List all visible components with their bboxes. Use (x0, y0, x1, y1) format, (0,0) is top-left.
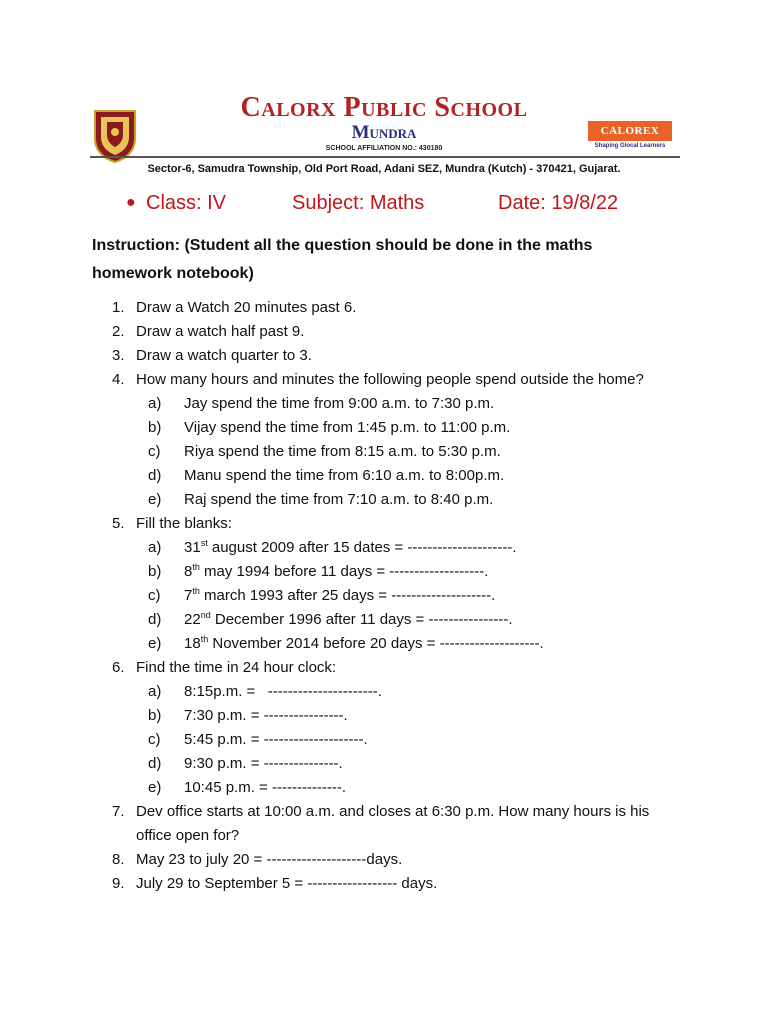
ordinal-suffix: nd (200, 610, 211, 620)
sub-item (148, 392, 672, 416)
question-text: Draw a watch quarter to 3. (136, 347, 312, 364)
school-location: Mundra (351, 122, 417, 143)
day-number: 8 (184, 563, 193, 580)
question-number: 9. (112, 875, 125, 892)
sub-item-label: e) (148, 491, 162, 508)
sub-item (148, 632, 672, 656)
sub-item-label: a) (148, 395, 162, 412)
day-number: 31 (184, 539, 201, 556)
class-info-line (126, 192, 686, 218)
question-number: 8. (112, 851, 125, 868)
day-number: 22 (184, 611, 201, 628)
sub-item-text (184, 536, 672, 560)
question-number: 5. (112, 515, 125, 532)
question-3 (112, 344, 672, 368)
question-8 (112, 848, 672, 872)
sub-item-label: c) (148, 587, 161, 604)
sub-item-text (184, 584, 672, 608)
question-number: 7. (112, 803, 125, 820)
subject-label: Subject: Maths (292, 192, 425, 214)
question-text: How many hours and minutes the following people spend outside the home? (136, 371, 644, 388)
question-9 (112, 872, 672, 896)
sub-item-text: 9:30 p.m. = ---------------. (184, 755, 343, 772)
blank-text: august 2009 after 15 dates = ---------------------. (207, 539, 517, 556)
sub-item-text (184, 608, 672, 632)
question-number: 6. (112, 659, 125, 676)
question-number: 1. (112, 299, 125, 316)
calorex-tagline: Shaping Glocal Learners (594, 143, 666, 149)
question-text: Draw a Watch 20 minutes past 6. (136, 299, 357, 316)
sub-item-label: c) (148, 731, 161, 748)
sub-item (148, 704, 672, 728)
sub-item-label: b) (148, 419, 162, 436)
sub-item-text: 8:15p.m. = ----------------------. (184, 683, 382, 700)
ordinal-suffix: th (192, 586, 200, 596)
school-address: Sector-6, Samudra Township, Old Port Road, Adani SEZ, Mundra (Kutch) - 370421, Gujarat. (147, 163, 621, 175)
question-text: Dev office starts at 10:00 a.m. and closes at 6:30 p.m. How many hours is his office open for? (136, 803, 650, 844)
question-text: May 23 to july 20 = --------------------days. (136, 851, 403, 868)
sub-item-text: Raj spend the time from 7:10 a.m. to 8:40 p.m. (184, 491, 494, 508)
question-number: 3. (112, 347, 125, 364)
header-divider (90, 156, 680, 158)
class-label: Class: IV (146, 192, 227, 214)
sub-item-text: 7:30 p.m. = ----------------. (184, 707, 348, 724)
question-1 (112, 296, 672, 320)
question-2 (112, 320, 672, 344)
sub-item-label: d) (148, 467, 162, 484)
day-number: 7 (184, 587, 193, 604)
question-5 (112, 512, 672, 536)
sub-item (148, 608, 672, 632)
day-number: 18 (184, 635, 201, 652)
sub-item (148, 440, 672, 464)
sub-item (148, 416, 672, 440)
blank-text: march 1993 after 25 days = --------------------. (199, 587, 496, 604)
sub-item-label: c) (148, 443, 161, 460)
sub-item (148, 536, 672, 560)
sub-item-label: d) (148, 755, 162, 772)
blank-text: may 1994 before 11 days = -------------------. (199, 563, 489, 580)
sub-item-text: Vijay spend the time from 1:45 p.m. to 11:00 p.m. (184, 419, 511, 436)
calorex-logo-text: CALOREX (588, 121, 672, 141)
sub-item-text (184, 632, 672, 656)
ordinal-suffix: th (192, 562, 200, 572)
sub-item-label: b) (148, 707, 162, 724)
sub-item (148, 752, 672, 776)
calorex-logo (588, 121, 672, 149)
question-number: 4. (112, 371, 125, 388)
question-number: 2. (112, 323, 125, 340)
sub-item-label: e) (148, 779, 162, 796)
ordinal-suffix: st (200, 538, 208, 548)
affiliation-number: SCHOOL AFFILIATION NO.: 430180 (325, 145, 443, 152)
date-label: Date: 19/8/22 (498, 192, 619, 214)
blank-text: December 1996 after 11 days = ----------------. (210, 611, 513, 628)
sub-item (148, 560, 672, 584)
sub-item-label: a) (148, 539, 162, 556)
sub-item-text: Riya spend the time from 8:15 a.m. to 5:30 p.m. (184, 443, 501, 460)
question-text: Fill the blanks: (136, 515, 232, 532)
sub-item-label: e) (148, 635, 162, 652)
sub-item (148, 728, 672, 752)
sub-item (148, 488, 672, 512)
question-text: July 29 to September 5 = ------------------ days. (136, 875, 438, 892)
ordinal-suffix: th (200, 634, 209, 644)
sub-item-label: a) (148, 683, 162, 700)
sub-item (148, 464, 672, 488)
sub-item (148, 584, 672, 608)
sub-item-text: 10:45 p.m. = --------------. (184, 779, 347, 796)
question-list (112, 296, 672, 896)
question-6 (112, 656, 672, 680)
sub-item-text (184, 560, 672, 584)
school-name: Calorx Public School (240, 92, 528, 123)
sub-item (148, 680, 672, 704)
blank-text: November 2014 before 20 days = --------------------. (208, 635, 544, 652)
question-text: Find the time in 24 hour clock: (136, 659, 337, 676)
question-text: Draw a watch half past 9. (136, 323, 305, 340)
instruction: Instruction: (Student all the question should be done in the maths homework notebook) (92, 237, 593, 282)
letterhead (0, 0, 768, 190)
bullet-icon: ● (126, 194, 136, 211)
sub-item-text: Manu spend the time from 6:10 a.m. to 8:00p.m. (184, 467, 505, 484)
question-4 (112, 368, 672, 392)
sub-item (148, 776, 672, 800)
sub-item-text: 5:45 p.m. = --------------------. (184, 731, 368, 748)
sub-item-text: Jay spend the time from 9:00 a.m. to 7:30 p.m. (184, 395, 495, 412)
sub-item-label: d) (148, 611, 162, 628)
question-7 (112, 800, 672, 848)
sub-item-label: b) (148, 563, 162, 580)
